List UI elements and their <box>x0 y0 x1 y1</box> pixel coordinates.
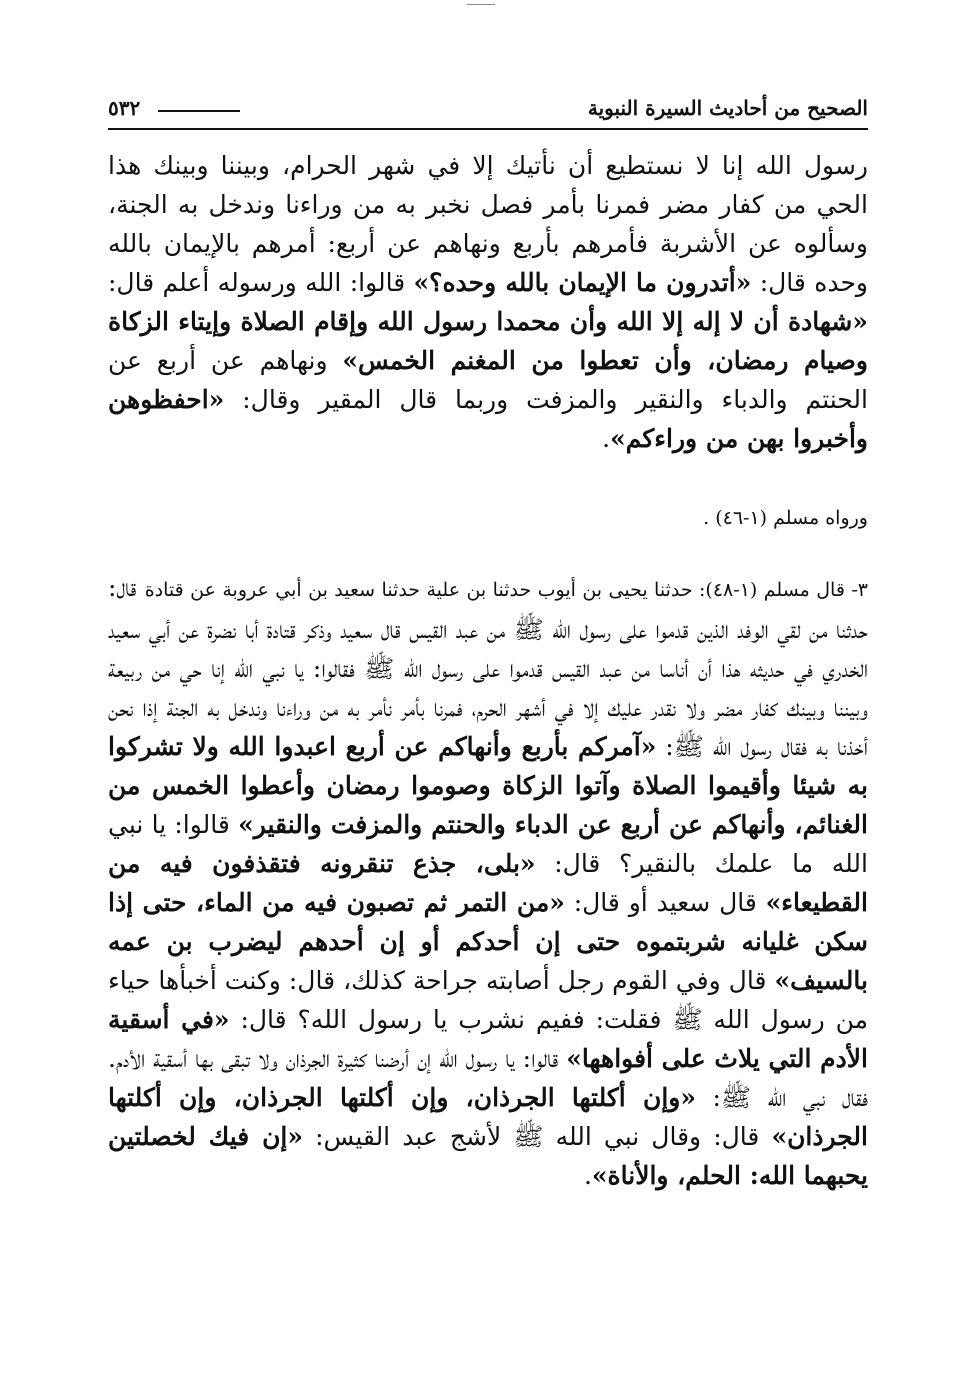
hadith-quote: «شهادة أن لا إله إلا الله وأن محمدا رسول الله وإقام الصلاة وإيتاء الزكاة وصيام رمضان، وأن تعطوا من المغنم الخمس» <box>108 307 868 375</box>
isnad-lead: ٣- قال مسلم (١-٤٨): حدثنا يحيى بن أيوب حدثنا بن علية حدثنا سعيد بن أبي عروبة عن قتادة <box>144 579 868 601</box>
text-run: قالوا: الله ورسوله أعلم قال: <box>108 268 414 297</box>
text-run: قال سعيد أو قال: <box>564 888 766 917</box>
text-run: قال وفي القوم رجل أصابته جراحة كذلك، قال: وكنت أخبأها حياء من رسول الله ﷺ فقلت: ففيم نشرب يا رسول الله؟ قال: <box>108 966 868 1034</box>
source-note: ورواه مسلم (١-٤٦) . <box>703 507 868 529</box>
header-dash <box>158 110 240 112</box>
hadith-quote: «بلى، جذع تنقرونه فتقذفون فيه من القطيعاء» <box>108 849 868 917</box>
text-run: قال: وقال نبي الله ﷺ لأشج عبد القيس: <box>303 1122 772 1151</box>
text-run: . <box>602 424 611 453</box>
top-mark <box>467 4 495 5</box>
header-rule <box>108 128 868 130</box>
text-run: . <box>583 1161 592 1190</box>
hadith-quote: «آمركم بأربع وأنهاكم عن أربع اعبدوا الله ولا تشركوا به شيئا وأقيموا الصلاة وآتوا الزكاة وصوموا رمضان وأعطوا الخمس من الغنائم، وأنهاكم عن أربع عن الدباء والحنتم والمزفت والنقير» <box>108 732 868 839</box>
hadith-quote: «من التمر ثم تصبون فيه من الماء، حتى إذا سكن غليانه شربتموه حتى إن أحدكم أو إن أحدهم ليضرب بن عمه بالسيف» <box>108 888 868 995</box>
text-run: رسول الله إنا لا نستطيع أن نأتيك إلا في شهر الحرام، وبيننا وبينك هذا الحي من كفار مضر فمرنا بأمر فصل نخبر به من وراءنا وندخل به الجنة، وسألوه عن الأشربة فأمرهم بأربع ونهاهم عن أربع: أمرهم بالإيمان بالله وحده قال: <box>108 151 868 297</box>
hadith-quote: «في أسقية الأدم التي يلاث على أفواهها» <box>108 1005 868 1073</box>
hadith-quote: «احفظوهن وأخبروا بهن من وراءكم» <box>108 385 868 453</box>
page-number: ٥٣٢ <box>108 96 141 120</box>
hadith-quote: «وإن أكلتها الجرذان، وإن أكلتها الجرذان، وإن أكلتها الجرذان» <box>108 1083 868 1151</box>
text-run: قالوا: يا رسول الله إن أرضنا كثيرة الجرذان ولا تبقى بها أسقية الأدم. فقال نبي الله ﷺ: <box>108 1044 868 1112</box>
paragraph-hadith-3 <box>108 568 868 1195</box>
text-run: قال: حدثنا من لقي الوفد الذين قدموا على رسول الله ﷺ من عبد القيس قال سعيد وذكر قتادة أبا نضرة عن أبي سعيد الخدري في حديثه هذا أن أناسا من عبد القيس قدموا على رسول الله ﷺ فقالوا: يا نبي الله إنا حي من ربيعة وبيننا وبينك كفار مضر ولا نقدر عليك إلا في أشهر الحرم، فمرنا بأمر نأمر به من وراءنا وندخل به الجنة إذا نحن أخذنا به فقال رسول الله ﷺ: <box>108 573 868 761</box>
hadith-quote: «أتدرون ما الإيمان بالله وحده؟» <box>413 268 752 297</box>
running-header <box>108 90 868 130</box>
hadith-quote: «إن فيك لخصلتين يحبهما الله: الحلم، والأناة» <box>108 1122 868 1190</box>
paragraph-continuation <box>108 146 868 458</box>
text-run: قالوا: يا نبي الله ما علمك بالنقير؟ قال: <box>108 810 868 878</box>
text-run: ونهاهم عن أربع عن الحنتم والدباء والنقير والمزفت وربما قال المقير وقال: <box>108 346 868 414</box>
header-title: الصحيح من أحاديث السيرة النبوية <box>587 96 868 120</box>
